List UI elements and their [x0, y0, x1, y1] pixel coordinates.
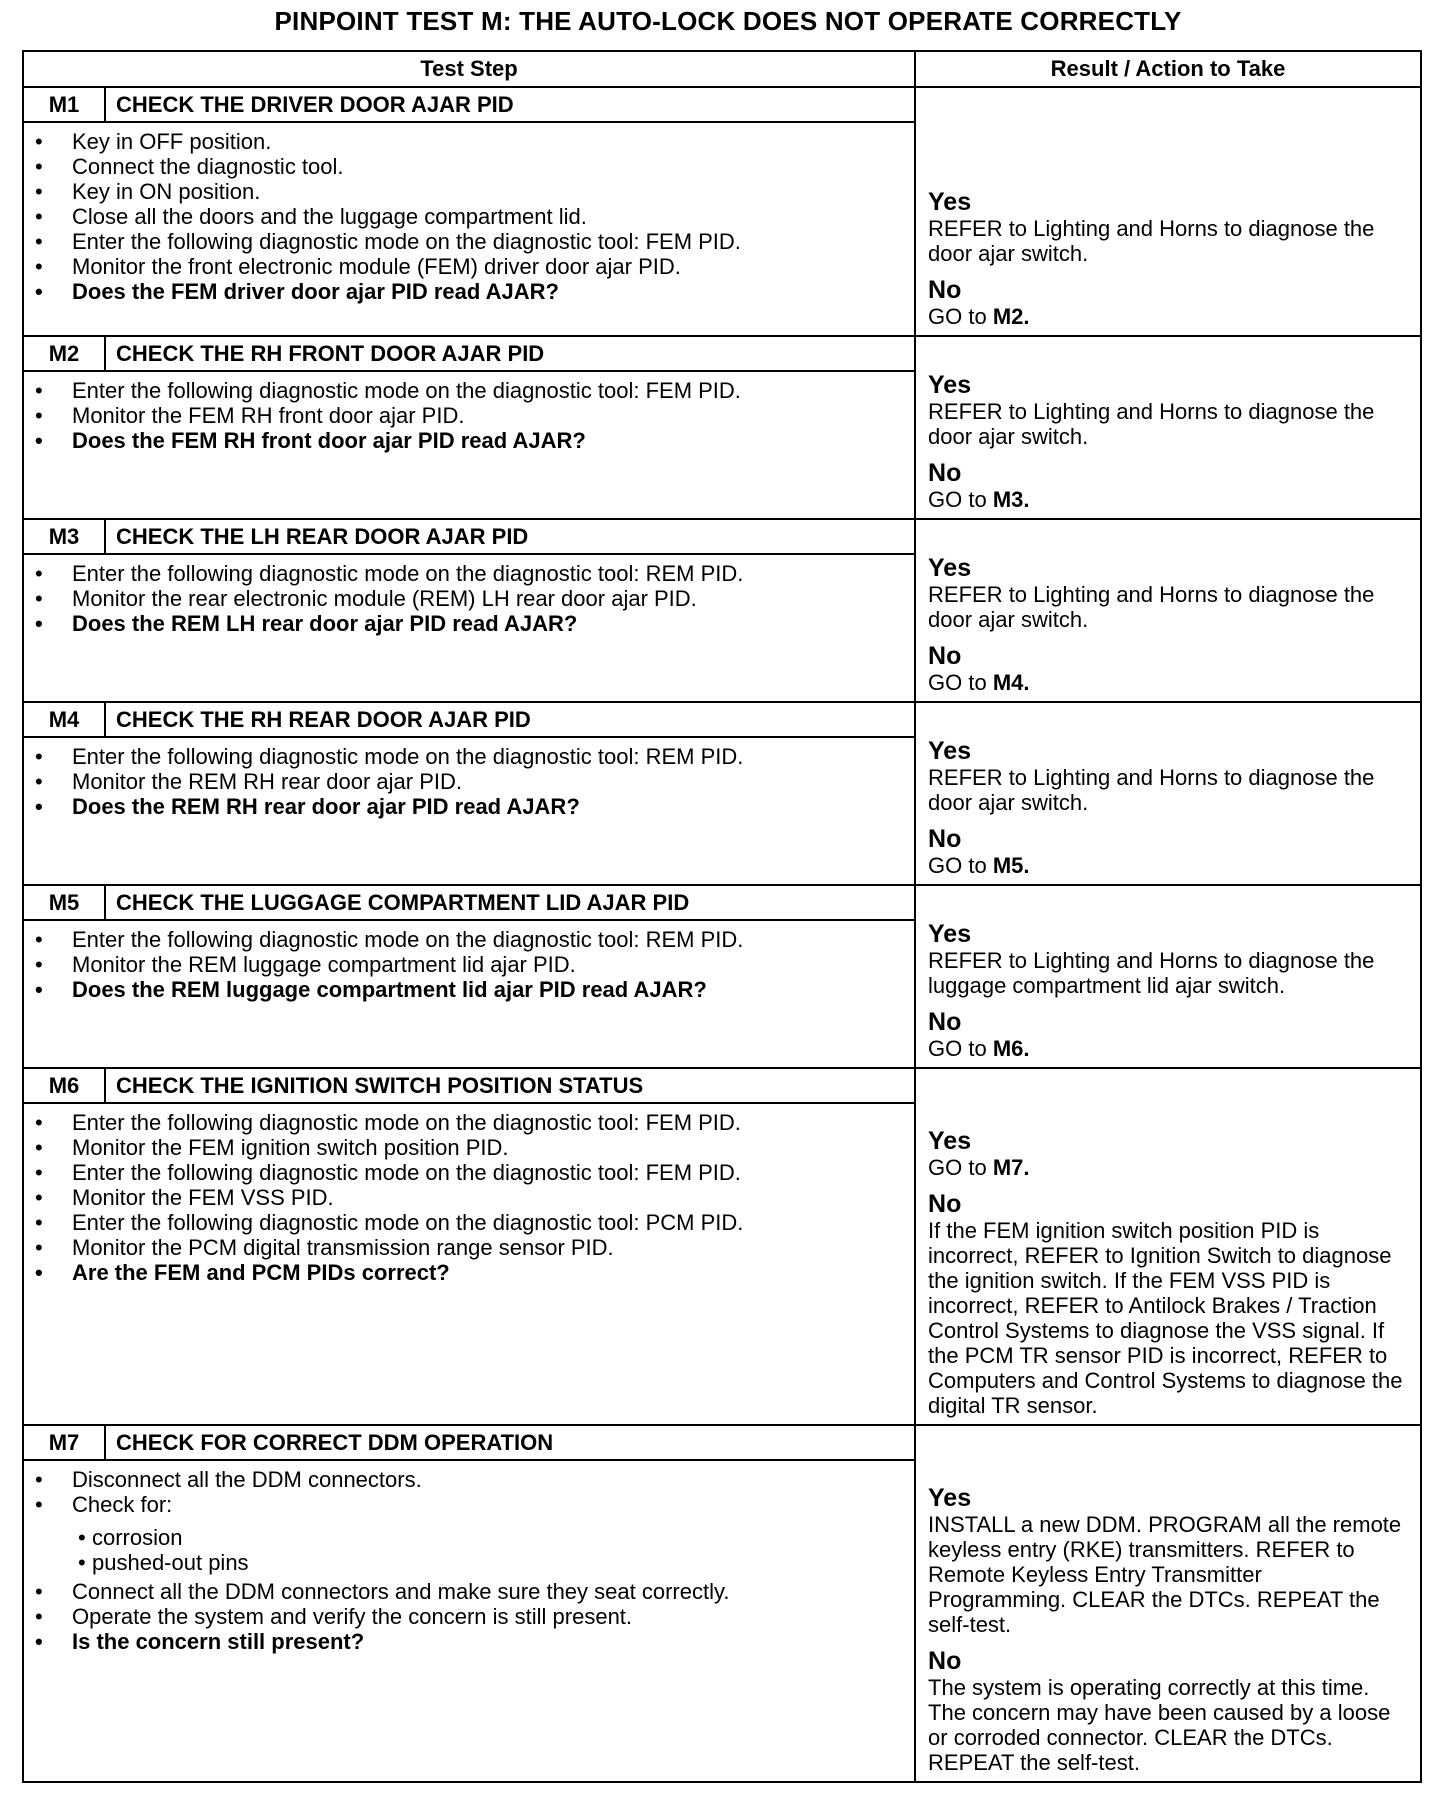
yes-text: INSTALL a new DDM. PROGRAM all the remote keyless entry (RKE) transmitters. REFER to Remote Keyless Entry Transmitter Programming. CLEAR the DTCs. REPEAT the self-test.: [928, 1512, 1402, 1637]
step-m2-result: [915, 336, 1421, 519]
goto-ref: M4.: [992, 670, 1030, 695]
list-item: • Monitor the front electronic module (FEM) driver door ajar PID.: [72, 254, 894, 279]
pinpoint-test-table: [22, 50, 1422, 1783]
step-m5-title-row: [23, 885, 1421, 920]
list-item: • Operate the system and verify the concern is still present.: [72, 1604, 894, 1629]
list-item: • Check for: • corrosion • pushed-out pins: [72, 1492, 894, 1575]
header-test-step: Test Step: [23, 51, 915, 87]
step-m3-title-row: [23, 519, 1421, 554]
step-question: • Does the REM luggage compartment lid ajar PID read AJAR?: [72, 977, 894, 1002]
step-m2-body: [23, 371, 915, 519]
step-m5-result: [915, 885, 1421, 1068]
yes-label: Yes: [928, 1127, 972, 1155]
list-item: • Enter the following diagnostic mode on the diagnostic tool: REM PID.: [72, 927, 894, 952]
list-item: • Monitor the FEM RH front door ajar PID.: [72, 403, 894, 428]
step-m4-body: [23, 737, 915, 885]
step-m4-result: [915, 702, 1421, 885]
list-item: • Monitor the FEM VSS PID.: [72, 1185, 894, 1210]
step-question: • Is the concern still present?: [72, 1629, 894, 1654]
list-item: • Connect all the DDM connectors and make sure they seat correctly.: [72, 1579, 894, 1604]
list-item: • Key in OFF position.: [72, 129, 894, 154]
goto-ref: M7.: [992, 1155, 1030, 1180]
goto-ref: M2.: [992, 304, 1030, 329]
list-item: • Enter the following diagnostic mode on the diagnostic tool: FEM PID.: [72, 1110, 894, 1135]
yes-label: Yes: [928, 188, 972, 216]
step-title: CHECK THE RH FRONT DOOR AJAR PID: [105, 336, 915, 371]
goto-ref: M3.: [992, 487, 1030, 512]
yes-label: Yes: [928, 371, 972, 399]
step-id: M2: [23, 336, 105, 371]
goto-ref: M6.: [992, 1036, 1030, 1061]
step-m1-body: [23, 122, 915, 336]
list-item: • Monitor the PCM digital transmission range sensor PID.: [72, 1235, 894, 1260]
step-question: • Does the REM LH rear door ajar PID read AJAR?: [72, 611, 894, 636]
step-m4-title-row: [23, 702, 1421, 737]
no-text: The system is operating correctly at this time. The concern may have been caused by a loose or corroded connector. CLEAR the DTCs. REPEAT the self-test.: [928, 1675, 1391, 1775]
yes-text: REFER to Lighting and Horns to diagnose the door ajar switch.: [928, 216, 1375, 266]
step-m5-body: [23, 920, 915, 1068]
step-title: CHECK THE LUGGAGE COMPARTMENT LID AJAR PID: [105, 885, 915, 920]
list-item: • Enter the following diagnostic mode on the diagnostic tool: FEM PID.: [72, 378, 894, 403]
step-question: • Are the FEM and PCM PIDs correct?: [72, 1260, 894, 1285]
step-m1-result: [915, 87, 1421, 336]
yes-label: Yes: [928, 920, 972, 948]
step-title: CHECK FOR CORRECT DDM OPERATION: [105, 1425, 915, 1460]
step-m3-body: [23, 554, 915, 702]
list-item: • Enter the following diagnostic mode on the diagnostic tool: REM PID.: [72, 744, 894, 769]
no-label: No: [928, 642, 962, 670]
sub-list: [72, 1525, 894, 1575]
table-header-row: [23, 51, 1421, 87]
page-title: PINPOINT TEST M: THE AUTO-LOCK DOES NOT OPERATE CORRECTLY: [274, 6, 1182, 36]
no-text: GO to M6.: [928, 1036, 1030, 1061]
no-label: No: [928, 1190, 962, 1218]
list-item: • Enter the following diagnostic mode on the diagnostic tool: REM PID.: [72, 561, 894, 586]
step-title: CHECK THE LH REAR DOOR AJAR PID: [105, 519, 915, 554]
step-id: M1: [23, 87, 105, 122]
no-label: No: [928, 1008, 962, 1036]
step-question: • Does the REM RH rear door ajar PID read AJAR?: [72, 794, 894, 819]
no-text: GO to M2.: [928, 304, 1030, 329]
no-label: No: [928, 459, 962, 487]
list-item: • Enter the following diagnostic mode on the diagnostic tool: FEM PID.: [72, 1160, 894, 1185]
list-item: • Enter the following diagnostic mode on the diagnostic tool: FEM PID.: [72, 229, 894, 254]
step-question: • Does the FEM RH front door ajar PID read AJAR?: [72, 428, 894, 453]
no-label: No: [928, 276, 962, 304]
no-text: GO to M3.: [928, 487, 1030, 512]
list-item: • Enter the following diagnostic mode on the diagnostic tool: PCM PID.: [72, 1210, 894, 1235]
yes-text: REFER to Lighting and Horns to diagnose the door ajar switch.: [928, 765, 1375, 815]
step-m1-title-row: [23, 87, 1421, 122]
step-m7-body: [23, 1460, 915, 1782]
step-id: M6: [23, 1068, 105, 1103]
no-label: No: [928, 1647, 962, 1675]
step-m6-title-row: [23, 1068, 1421, 1103]
step-title: CHECK THE IGNITION SWITCH POSITION STATUS: [105, 1068, 915, 1103]
yes-text: REFER to Lighting and Horns to diagnose the door ajar switch.: [928, 399, 1375, 449]
sub-list-item: • pushed-out pins: [92, 1550, 894, 1575]
no-text: GO to M4.: [928, 670, 1030, 695]
step-title: CHECK THE DRIVER DOOR AJAR PID: [105, 87, 915, 122]
goto-ref: M5.: [992, 853, 1030, 878]
step-id: M5: [23, 885, 105, 920]
list-item: • Close all the doors and the luggage compartment lid.: [72, 204, 894, 229]
yes-label: Yes: [928, 1484, 972, 1512]
step-m7-result: [915, 1425, 1421, 1782]
header-result: Result / Action to Take: [915, 51, 1421, 87]
step-question: • Does the FEM driver door ajar PID read AJAR?: [72, 279, 894, 304]
list-item: • Monitor the rear electronic module (REM) LH rear door ajar PID.: [72, 586, 894, 611]
step-title: CHECK THE RH REAR DOOR AJAR PID: [105, 702, 915, 737]
yes-text: REFER to Lighting and Horns to diagnose the luggage compartment lid ajar switch.: [928, 948, 1375, 998]
step-id: M4: [23, 702, 105, 737]
yes-text: GO to M7.: [928, 1155, 1030, 1180]
step-m2-title-row: [23, 336, 1421, 371]
list-item: • Disconnect all the DDM connectors.: [72, 1467, 894, 1492]
no-text: If the FEM ignition switch position PID is incorrect, REFER to Ignition Switch to diagnose the ignition switch. If the FEM VSS PID is incorrect, REFER to Antilock Brakes / Traction Control Systems to diagnose the VSS signal. If the PCM TR sensor PID is incorrect, REFER to Computers and Control Systems to diagnose the digital TR sensor.: [928, 1218, 1403, 1418]
step-m3-result: [915, 519, 1421, 702]
list-item: • Monitor the FEM ignition switch position PID.: [72, 1135, 894, 1160]
yes-text: REFER to Lighting and Horns to diagnose the door ajar switch.: [928, 582, 1375, 632]
step-m6-result: [915, 1068, 1421, 1425]
no-label: No: [928, 825, 962, 853]
sub-list-item: • corrosion: [92, 1525, 894, 1550]
yes-label: Yes: [928, 554, 972, 582]
step-m6-body: [23, 1103, 915, 1425]
yes-label: Yes: [928, 737, 972, 765]
no-text: GO to M5.: [928, 853, 1030, 878]
list-item: • Monitor the REM RH rear door ajar PID.: [72, 769, 894, 794]
step-id: M7: [23, 1425, 105, 1460]
list-item: • Connect the diagnostic tool.: [72, 154, 894, 179]
list-item: • Key in ON position.: [72, 179, 894, 204]
step-m7-title-row: [23, 1425, 1421, 1460]
step-id: M3: [23, 519, 105, 554]
list-item: • Monitor the REM luggage compartment lid ajar PID.: [72, 952, 894, 977]
